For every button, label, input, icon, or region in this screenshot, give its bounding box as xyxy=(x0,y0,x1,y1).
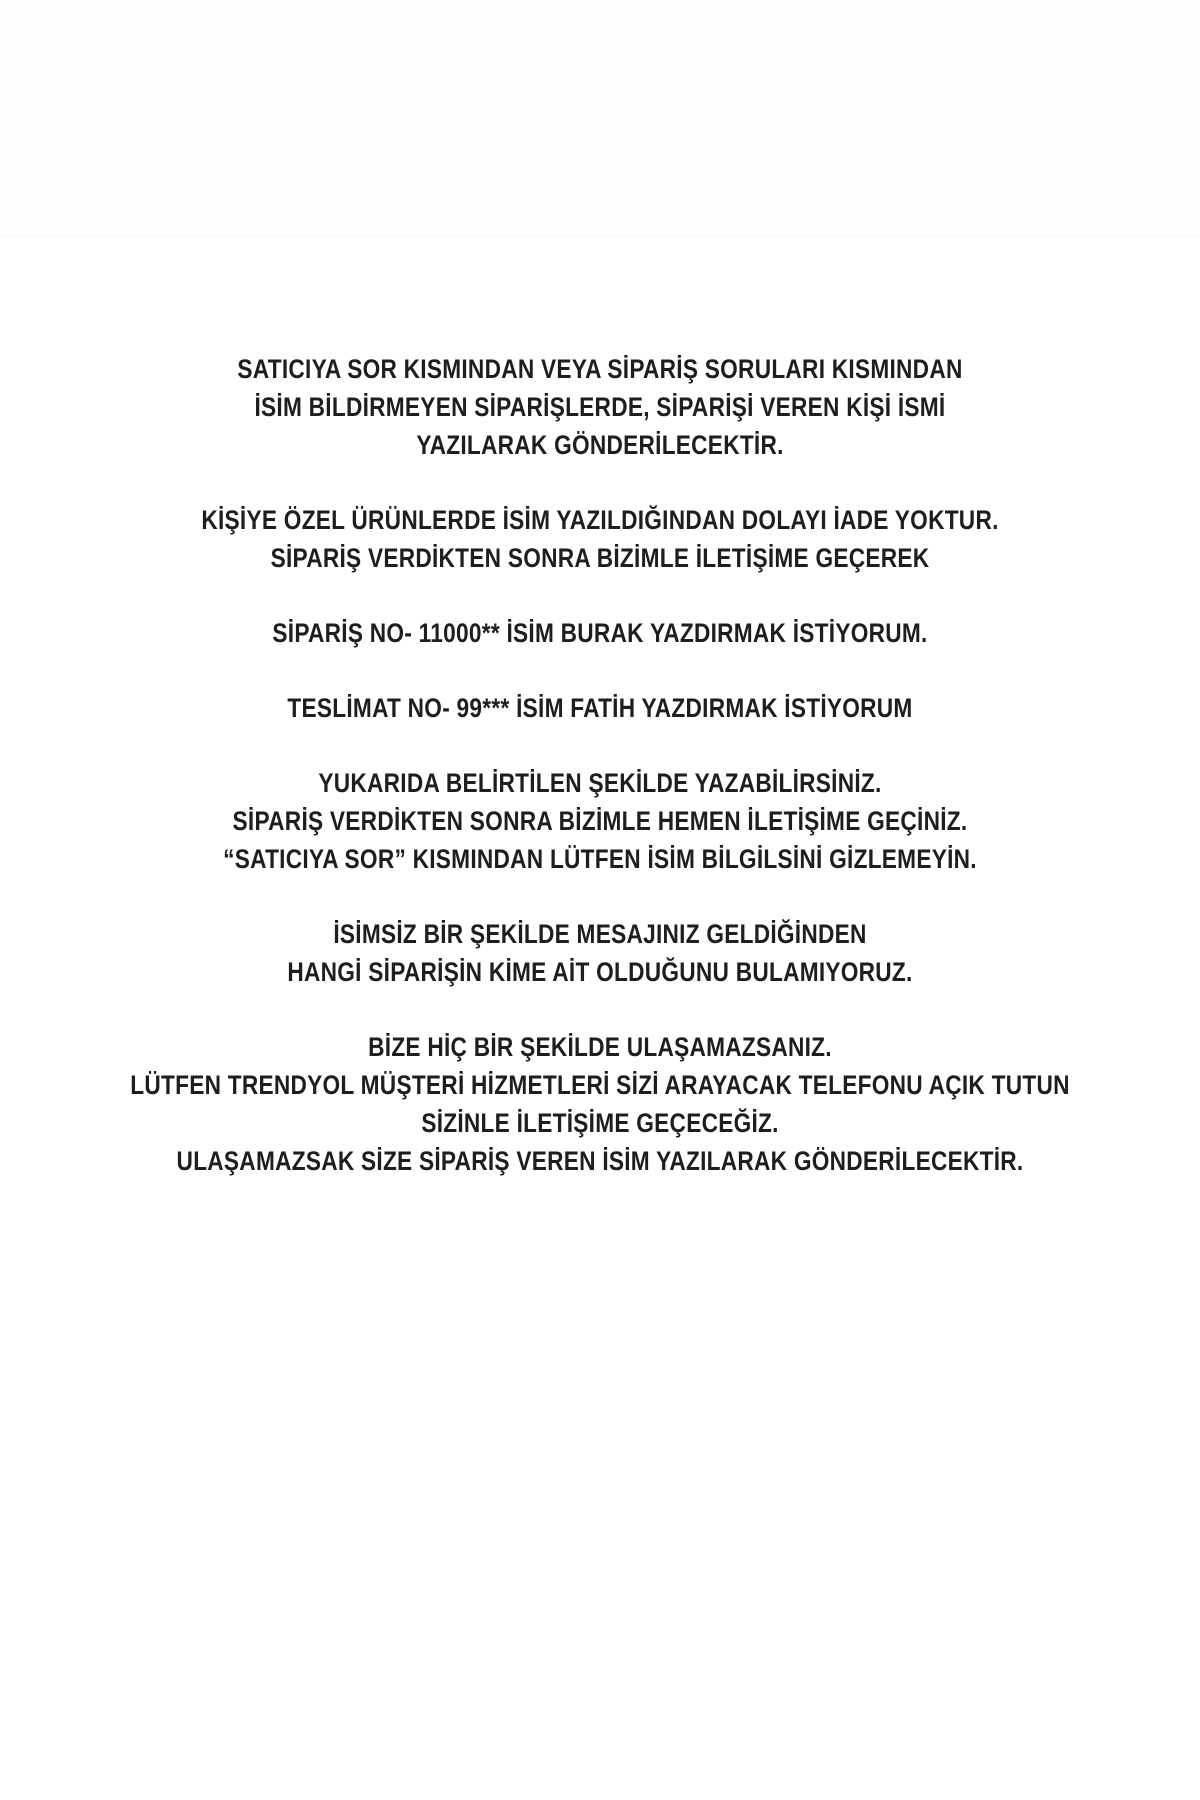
notice-line: İSİM BİLDİRMEYEN SİPARİŞLERDE, SİPARİŞİ VEREN KİŞİ İSMİ xyxy=(254,392,946,422)
notice-line: “SATICIYA SOR” KISMINDAN LÜTFEN İSİM BİLGİLSİNİ GİZLEMEYİN. xyxy=(223,844,977,874)
notice-line: YUKARIDA BELİRTİLEN ŞEKİLDE YAZABİLİRSİNİZ. xyxy=(318,768,882,798)
notice-line: ULAŞAMAZSAK SİZE SİPARİŞ VEREN İSİM YAZILARAK GÖNDERİLECEKTİR. xyxy=(176,1146,1024,1176)
notice-line: LÜTFEN TRENDYOL MÜŞTERİ HİZMETLERİ SİZİ ARAYACAK TELEFONU AÇIK TUTUN xyxy=(130,1070,1070,1100)
notice-line: SİPARİŞ NO- 11000** İSİM BURAK YAZDIRMAK İSTİYORUM. xyxy=(272,618,928,648)
notice-paragraph xyxy=(0,350,1200,464)
notice-paragraph xyxy=(0,689,1200,727)
notice-line: SİPARİŞ VERDİKTEN SONRA BİZİMLE HEMEN İLETİŞİME GEÇİNİZ. xyxy=(232,806,968,836)
notice-line: SATICIYA SOR KISMINDAN VEYA SİPARİŞ SORULARI KISMINDAN xyxy=(237,354,963,384)
notice-line: YAZILARAK GÖNDERİLECEKTİR. xyxy=(416,430,784,460)
notice-paragraph xyxy=(0,614,1200,652)
notice-line: TESLİMAT NO- 99*** İSİM FATİH YAZDIRMAK İSTİYORUM xyxy=(287,693,913,723)
notice-line: SİPARİŞ VERDİKTEN SONRA BİZİMLE İLETİŞİME GEÇEREK xyxy=(270,543,930,573)
notice-line: BİZE HİÇ BİR ŞEKİLDE ULAŞAMAZSANIZ. xyxy=(368,1032,832,1062)
notice-line: KİŞİYE ÖZEL ÜRÜNLERDE İSİM YAZILDIĞINDAN DOLAYI İADE YOKTUR. xyxy=(201,505,999,535)
notice-paragraph xyxy=(0,501,1200,577)
notice-paragraph xyxy=(0,915,1200,991)
notice-line: HANGİ SİPARİŞİN KİME AİT OLDUĞUNU BULAMIYORUZ. xyxy=(287,957,913,987)
notice-text-block xyxy=(0,350,1200,1217)
notice-line: İSİMSİZ BİR ŞEKİLDE MESAJINIZ GELDİĞİNDEN xyxy=(333,919,867,949)
notice-line: SİZİNLE İLETİŞİME GEÇECEĞİZ. xyxy=(421,1108,779,1138)
notice-paragraph xyxy=(0,764,1200,878)
top-band xyxy=(0,0,1200,237)
notice-paragraph xyxy=(0,1028,1200,1180)
